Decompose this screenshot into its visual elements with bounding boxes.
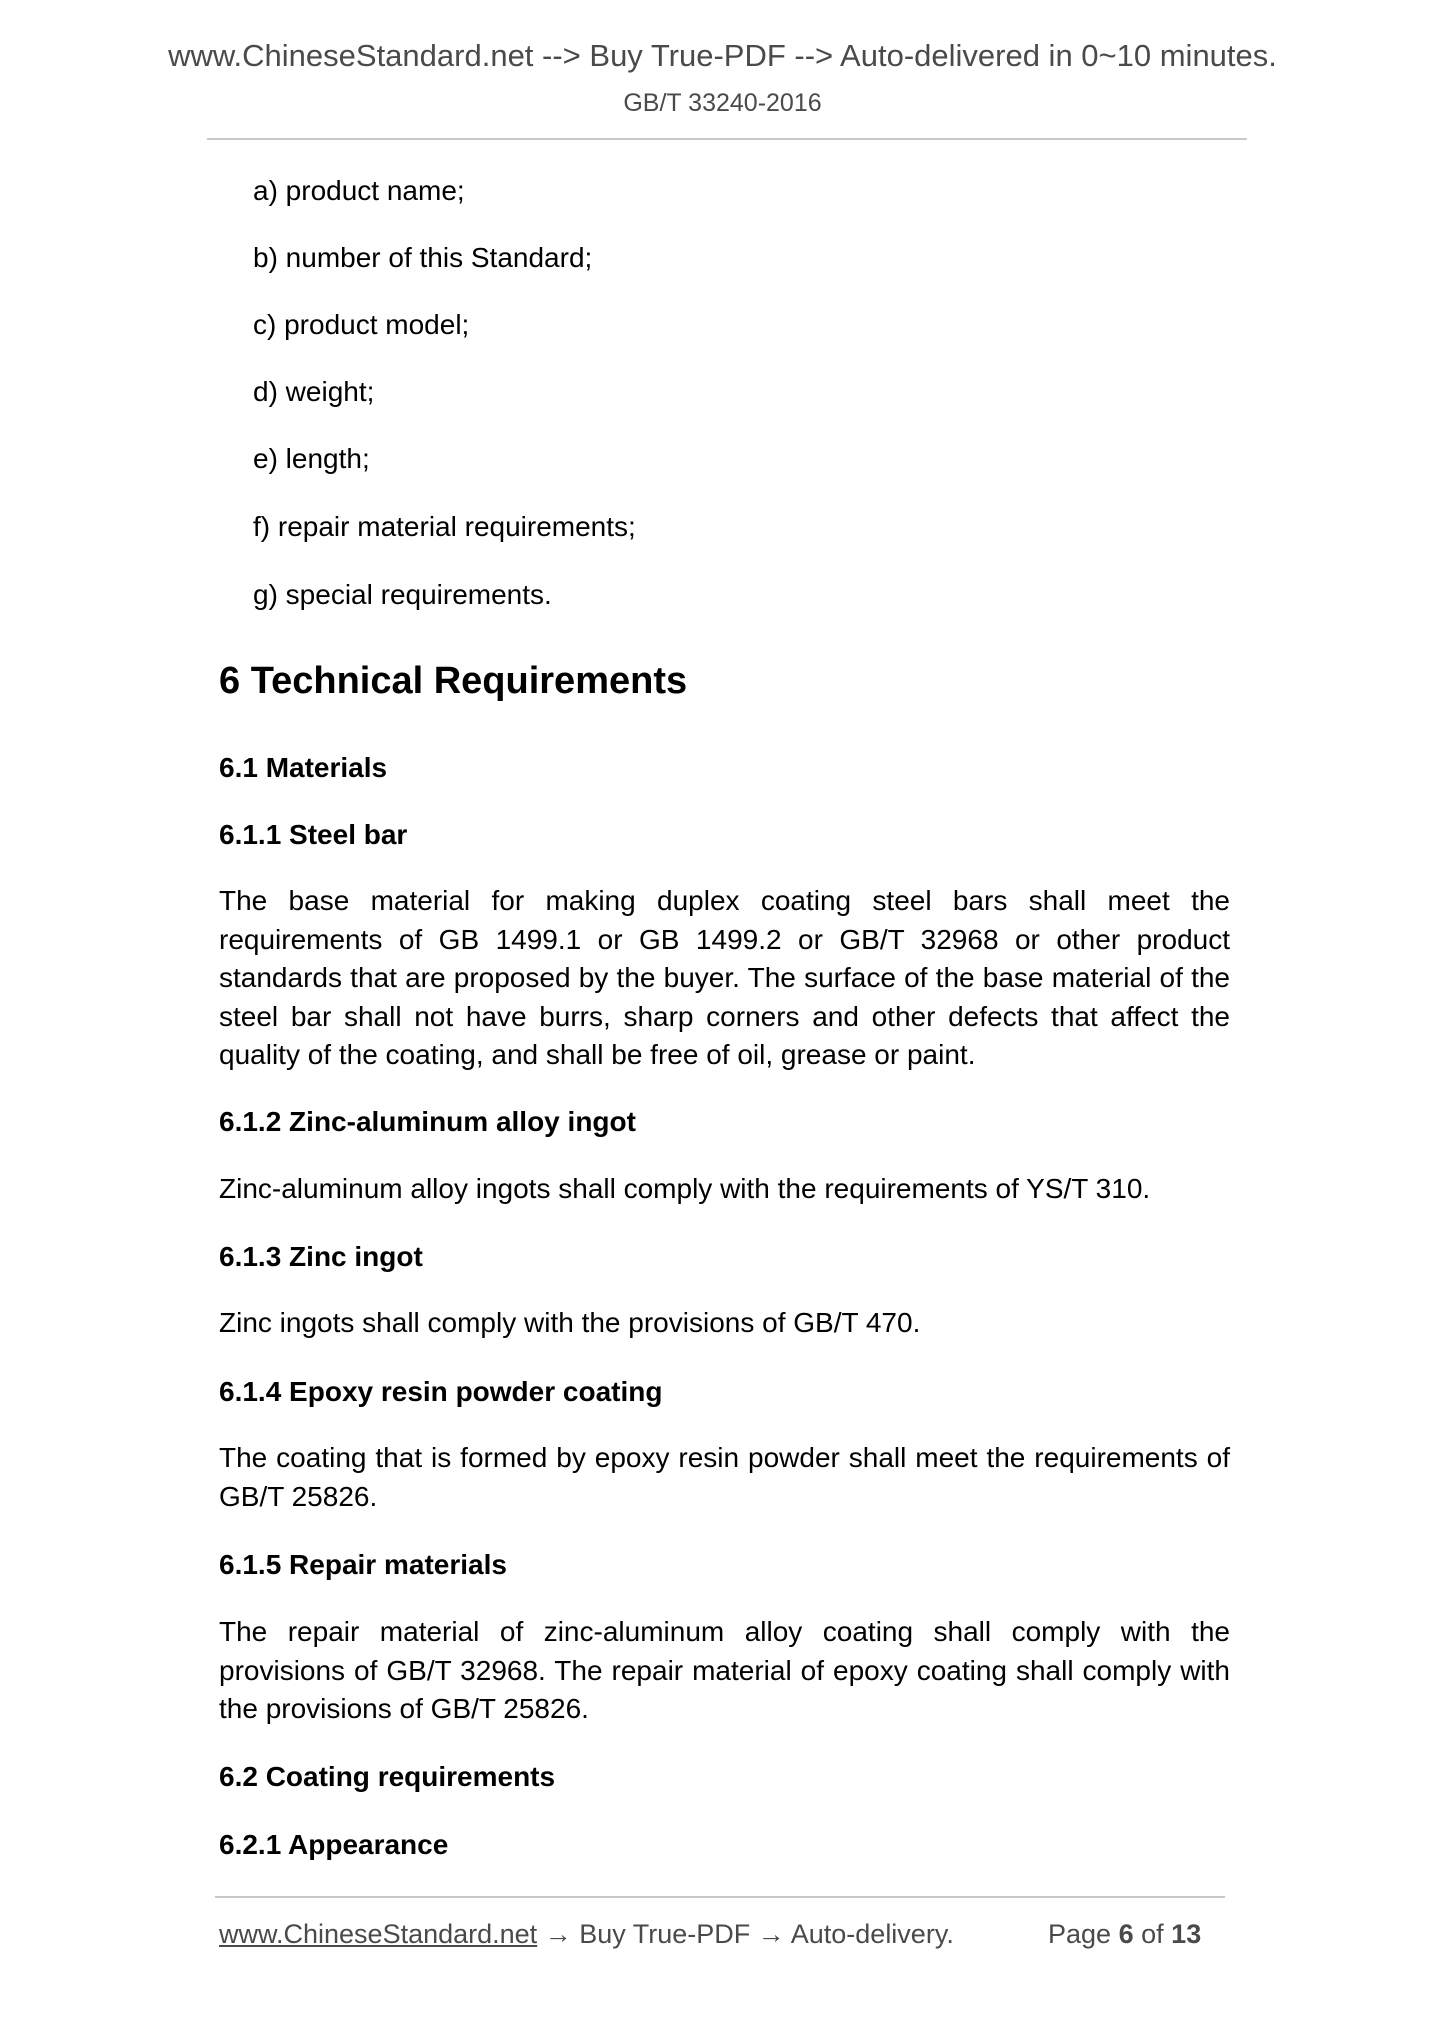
paragraph-steel-bar: The base material for making duplex coating steel bars shall meet the requirements of GB 1499.1 or GB 1499.2 or GB/T 32968 or other product standards that are proposed by the buyer. The surface of the base material of the steel bar shall not have burrs, sharp corners and other defects that affect the quality of the coating, and shall be free of oil, grease or paint.	[219, 885, 1230, 1070]
heading-6-1-3: 6.1.3 Zinc ingot	[219, 1241, 423, 1272]
heading-6-1-5: 6.1.5 Repair materials	[219, 1549, 507, 1580]
list-item: c) product model;	[253, 309, 470, 340]
list-item: g) special requirements.	[253, 579, 552, 610]
list-item: b) number of this Standard;	[253, 242, 593, 273]
section-heading-6: 6 Technical Requirements	[219, 660, 688, 702]
footer-promo-text: → Buy True-PDF → Auto-delivery.	[537, 1919, 954, 1949]
heading-6-1-1: 6.1.1 Steel bar	[219, 819, 408, 850]
paragraph-repair-materials: The repair material of zinc-aluminum alloy coating shall comply with the provisions of GB/T 32968. The repair material of epoxy coating shall comply with the provisions of GB/T 25826.	[219, 1616, 1230, 1724]
header-divider	[207, 138, 1247, 140]
footer-promo	[219, 1919, 954, 1950]
document-id: GB/T 33240-2016	[623, 89, 822, 117]
paragraph-zinc-ingot: Zinc ingots shall comply with the provisions of GB/T 470.	[219, 1307, 921, 1338]
footer-site-link[interactable]: www.ChineseStandard.net	[219, 1919, 538, 1949]
list-item: a) product name;	[253, 175, 465, 206]
heading-6-1: 6.1 Materials	[219, 752, 388, 783]
heading-6-1-4: 6.1.4 Epoxy resin powder coating	[219, 1376, 663, 1407]
page-indicator	[1048, 1919, 1201, 1950]
footer-divider	[215, 1896, 1225, 1898]
heading-6-2-1: 6.2.1 Appearance	[219, 1829, 449, 1860]
heading-6-1-2: 6.1.2 Zinc-aluminum alloy ingot	[219, 1106, 636, 1137]
page-of-label: of	[1141, 1919, 1164, 1949]
paragraph-epoxy-coating: The coating that is formed by epoxy resin powder shall meet the requirements of GB/T 25826.	[219, 1442, 1230, 1512]
list-item: d) weight;	[253, 376, 375, 407]
list-item: f) repair material requirements;	[253, 511, 636, 542]
header-banner: www.ChineseStandard.net --> Buy True-PDF --> Auto-delivered in 0~10 minutes.	[168, 38, 1277, 73]
page-total: 13	[1171, 1919, 1202, 1949]
paragraph-zinc-aluminum-ingot: Zinc-aluminum alloy ingots shall comply with the requirements of YS/T 310.	[219, 1173, 1151, 1204]
page-number: 6	[1118, 1919, 1134, 1949]
page-label: Page	[1048, 1919, 1112, 1949]
heading-6-2: 6.2 Coating requirements	[219, 1761, 556, 1792]
list-item: e) length;	[253, 443, 370, 474]
